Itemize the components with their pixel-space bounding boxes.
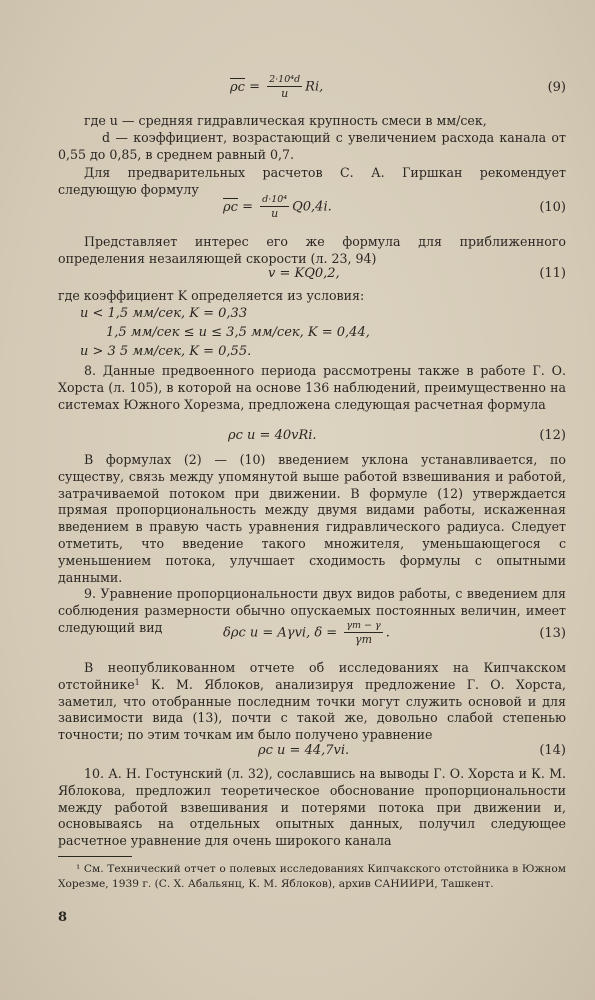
formula-tail: . [385,625,390,641]
formula-expression: ρc u = 44,7vi. [258,743,350,758]
formula-tail: Ri, [305,79,324,95]
formula-9 [58,74,566,114]
equation-number: (14) [539,743,566,758]
footnote-divider [58,856,132,857]
equals-sign: = [244,79,265,95]
condition-1: u < 1,5 мм/сек, K = 0,33 [80,306,248,321]
paragraph: Для предварительных расчетов С. А. Гиршкан рекомендует следующую формулу [58,165,566,198]
text-block-2 [58,234,566,268]
equation-number: (11) [539,266,566,281]
text-block-1 [58,113,566,199]
equation-number: (10) [539,200,566,215]
paragraph: В формулах (2) — (10) введением уклона устанавливается, по существу, связь между упомянутой выше работой взвешивания и работой, затрачиваемой потоком при движении. В формуле (12) утверждается прямая пропорциональность между двумя видами работы, искаженная введением в правую часть уравнения гидравлического радиуса. Следует отметить, что введение такого множителя, уменьшающегося с уменьшением потока, улучшает сходимость формулы с опытными данными. [58,452,566,585]
fraction [260,194,289,220]
paragraph: 10. А. Н. Гостунский (л. 32), сославшись на выводы Г. О. Хорста и К. М. Яблокова, предложил теоретическое обоснование пропорциональности между работой взвешивания и потерями потока при движении и, основываясь на отдельных опытных данных, получил следующее расчетное уравнение для очень широкого канала [58,766,566,849]
equation-number: (13) [539,626,566,641]
text-block-3 [58,288,566,305]
footnote-mark: 1 [134,677,140,687]
paragraph: 8. Данные предвоенного периода рассмотрены также в работе Г. О. Хорста (л. 105), в которой на основе 136 наблюдений, преимущественно на системах Южного Хорезма, предложена следующая расчетная формула [58,363,566,412]
text-block-5 [58,452,566,637]
text-block-4 [58,363,566,413]
footnote: ¹ См. Технический отчет о полевых исследованиях Кипчакского отстойника в Южном Хорезме, 1939 г. (С. Х. Абальянц, К. М. Яблоков), архив САНИИРИ, Ташкент. [58,863,566,890]
paragraph: где коэффициент K определяется из условия: [58,288,365,303]
formula-tail: Q0,4i. [292,199,332,215]
formula-lhs: ρc [230,79,245,95]
numerator: γт − γ [346,620,381,631]
paragraph-part: К. М. Яблоков, анализируя предложение Г. О. Хорста, заметил, что отобранные последним точки могут служить основой и для зависимости вида (13), почти с такой же, довольно слабой степенью точности; по этим точкам им было получено уравнение [58,676,566,743]
formula-12 [58,428,566,448]
paragraph: d — коэффициент, возрастающий с увеличением расхода канала от 0,55 до 0,85, в среднем равный 0,7. [58,129,566,162]
formula-11 [58,266,566,286]
equals-sign: = [237,199,258,215]
paragraph-part: В неопубликованном отчете об исследованиях на Кипчакском отстойнике [58,660,566,692]
denominator: γт [355,633,373,646]
formula-lhs: δρc u = Aγvi, δ = [223,625,342,641]
denominator: u [281,87,289,100]
paragraph: где u — средняя гидравлическая крупность смеси в мм/сек, [84,113,487,128]
fraction [344,620,382,646]
formula-expression: ρc u = 40vRi. [228,428,317,443]
formula-lhs: ρc [223,199,238,215]
equation-number: (9) [547,80,566,95]
fraction [267,74,302,100]
denominator: u [271,207,279,220]
paragraph [58,660,566,744]
formula-expression: v = KQ0,2, [268,266,340,281]
paragraph: Представляет интерес его же формула для приближенного определения незаиляющей скорости (л. 23, 94) [58,234,566,266]
formula-13 [58,620,566,660]
page-number: 8 [58,910,68,925]
paragraph: 9. Уравнение пропорциональности двух видов работы, с введением для соблюдения размерности обычно опускаемых постоянных величин, имеет следующий вид [58,586,566,635]
condition-2: 1,5 мм/сек ≤ u ≤ 3,5 мм/сек, K = 0,44, [106,325,370,340]
text-block-7 [58,766,566,850]
formula-10 [58,194,566,234]
text-block-6 [58,660,566,744]
condition-3: u > 3 5 мм/сек, K = 0,55. [80,344,252,359]
formula-14 [58,743,566,763]
numerator: d·10⁴ [262,194,288,205]
equation-number: (12) [539,428,566,443]
numerator: 2·10⁴d [269,74,301,85]
